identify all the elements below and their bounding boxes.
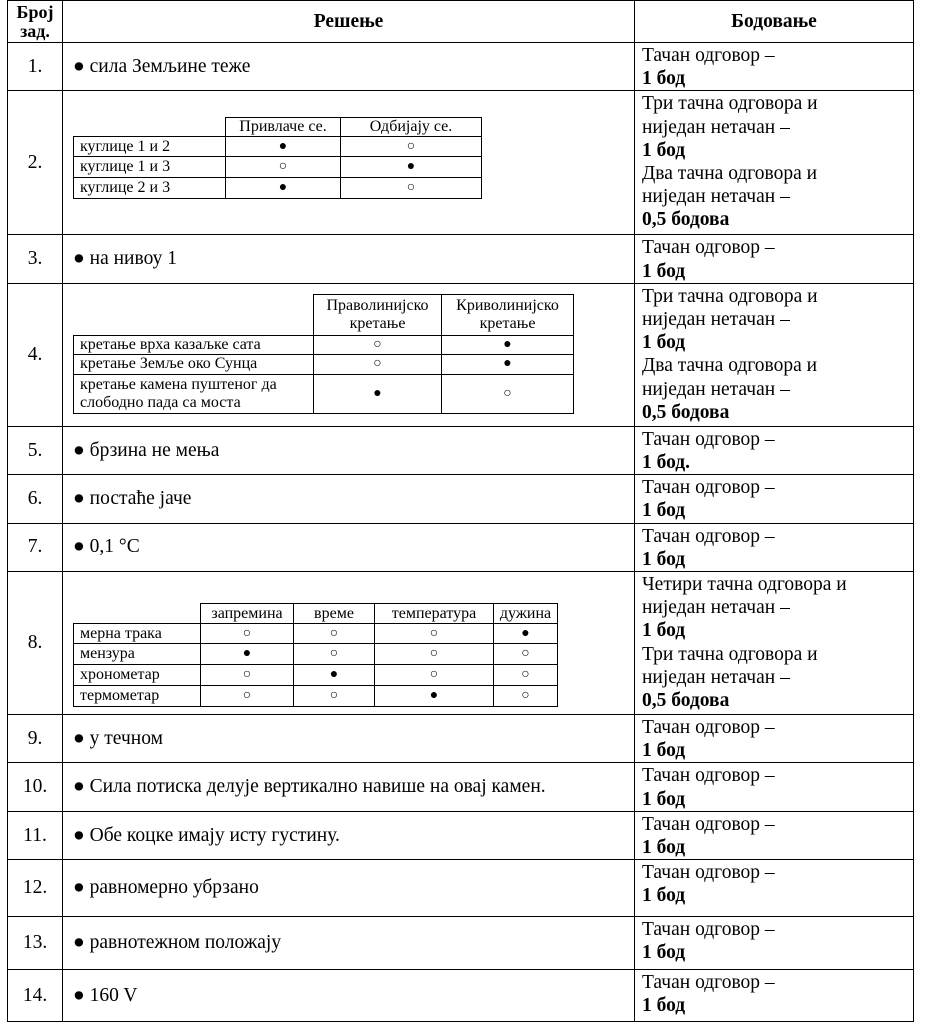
scoring — [635, 283, 914, 426]
answer-mark: ○ — [442, 374, 574, 413]
scoring — [635, 715, 914, 763]
answer-table-row-label: термометар — [74, 686, 201, 707]
scoring-points: 1 бод — [642, 500, 686, 522]
scoring — [635, 860, 914, 917]
answer: ● на нивоу 1 — [63, 235, 635, 283]
answer-table-row — [74, 157, 482, 178]
task-row — [8, 715, 914, 763]
answer-mark: ○ — [494, 665, 558, 686]
task-number: 9. — [8, 715, 63, 763]
task-number: 12. — [8, 860, 63, 917]
scoring-line: Два тачна одговора и — [642, 163, 818, 185]
scoring-table — [7, 0, 914, 1022]
answer: ● Обе коцке имају исту густину. — [63, 811, 635, 859]
scoring-line: Тачан одговор – — [642, 862, 775, 884]
answer-table-header-row — [74, 118, 482, 137]
scoring-line: Тачан одговор – — [642, 428, 775, 450]
scoring-line: Тачан одговор – — [642, 919, 775, 941]
header-solution: Решење — [63, 1, 635, 43]
answer: ● 160 V — [63, 970, 635, 1022]
answer-mark: ○ — [341, 137, 482, 157]
answer-table-column-header: Привлаче се. — [226, 118, 341, 137]
answer-table-row — [74, 665, 558, 686]
answer-mark: ○ — [226, 157, 341, 178]
scoring-points: 1 бод — [642, 885, 686, 907]
answer-mark: ○ — [494, 644, 558, 665]
answer-mark: ○ — [201, 686, 294, 707]
scoring — [635, 43, 914, 91]
answer-mark: ○ — [201, 624, 294, 644]
answer-table-row-label: кретање камена пуштеног да слободно пада са моста — [74, 374, 314, 413]
answer-mark: ○ — [375, 624, 494, 644]
answer-table-row — [74, 354, 574, 374]
scoring-line: Тачан одговор – — [642, 813, 775, 835]
scoring-points: 1 бод — [642, 260, 686, 282]
task-number: 14. — [8, 970, 63, 1022]
answer-table-corner — [74, 604, 201, 624]
answer-table — [73, 294, 574, 414]
answer-mark: ○ — [294, 624, 375, 644]
answer-mark: ● — [494, 624, 558, 644]
task-number: 11. — [8, 811, 63, 859]
answer-table-row — [74, 374, 574, 413]
task-row — [8, 91, 914, 235]
scoring-line: Тачан одговор – — [642, 972, 775, 994]
scoring-line: Тачан одговор – — [642, 717, 775, 739]
answer: ● равнотежном положају — [63, 917, 635, 970]
scoring-line: Тачан одговор – — [642, 477, 775, 499]
answer-mark: ● — [226, 178, 341, 199]
answer-mark: ● — [226, 137, 341, 157]
answer-table-row-label: куглице 2 и 3 — [74, 178, 226, 199]
header-scoring: Бодовање — [635, 1, 914, 43]
answer-mark: ○ — [201, 665, 294, 686]
answer-table-column-header: време — [294, 604, 375, 624]
scoring-points: 1 бод — [642, 740, 686, 762]
answer-table-row-label: куглице 1 и 3 — [74, 157, 226, 178]
scoring — [635, 523, 914, 571]
answer-table-row — [74, 335, 574, 354]
scoring — [635, 763, 914, 811]
answer: ● Сила потиска делује вертикално навише на овај камен. — [63, 763, 635, 811]
answer-table-column-header: запремина — [201, 604, 294, 624]
answer-mark: ● — [201, 644, 294, 665]
answer: ● брзина не мења — [63, 426, 635, 474]
task-number: 10. — [8, 763, 63, 811]
answer-table-row — [74, 624, 558, 644]
answer-table — [73, 117, 482, 199]
scoring-points: 1 бод — [642, 548, 686, 570]
scoring-points: 0,5 бодова — [642, 690, 730, 712]
task-row — [8, 811, 914, 859]
task-row — [8, 572, 914, 715]
scoring — [635, 811, 914, 859]
scoring-line: ниједан нетачан – — [642, 666, 790, 688]
scoring-points: 1 бод — [642, 788, 686, 810]
scoring-points: 1 бод — [642, 995, 686, 1017]
task-number: 3. — [8, 235, 63, 283]
answer-mark: ● — [341, 157, 482, 178]
header-task-number-line2: зад. — [20, 20, 50, 41]
scoring-line: ниједан нетачан – — [642, 116, 790, 138]
scoring-line: Тачан одговор – — [642, 45, 775, 66]
answer-table-corner — [74, 118, 226, 137]
scoring-line: Три тачна одговора и — [642, 285, 818, 307]
task-number: 1. — [8, 43, 63, 91]
answer-table-header-row — [74, 294, 574, 335]
task-row — [8, 970, 914, 1022]
answer-table-row — [74, 137, 482, 157]
scoring-line: ниједан нетачан – — [642, 597, 790, 619]
scoring-line: Четири тачна одговора и — [642, 574, 847, 596]
answer-table — [73, 603, 558, 707]
answer — [63, 91, 635, 235]
scoring-points: 0,5 бодова — [642, 401, 730, 423]
task-row — [8, 523, 914, 571]
answer-table-column-header: дужина — [494, 604, 558, 624]
scoring-line: Тачан одговор – — [642, 525, 775, 547]
scoring — [635, 970, 914, 1022]
answer-mark: ○ — [314, 335, 442, 354]
task-number: 4. — [8, 283, 63, 426]
answer: ● сила Земљине теже — [63, 43, 635, 91]
answer: ● 0,1 °C — [63, 523, 635, 571]
answer-mark: ● — [375, 686, 494, 707]
answer-table-row-label: мерна трака — [74, 624, 201, 644]
answer-mark: ○ — [494, 686, 558, 707]
scoring-points: 1 бод — [642, 332, 686, 354]
scoring-line: Три тачна одговора и — [642, 643, 818, 665]
answer-mark: ○ — [294, 686, 375, 707]
task-row — [8, 917, 914, 970]
answer-mark: ○ — [341, 178, 482, 199]
header-row — [8, 1, 914, 43]
scoring-points: 1 бод — [642, 620, 686, 642]
answer — [63, 283, 635, 426]
answer-table-row — [74, 644, 558, 665]
scoring-points: 1 бод. — [642, 452, 691, 474]
answer — [63, 572, 635, 715]
task-row — [8, 426, 914, 474]
task-row — [8, 283, 914, 426]
answer-table-row — [74, 178, 482, 199]
answer-mark: ○ — [294, 644, 375, 665]
task-row — [8, 43, 914, 91]
scoring-line: Тачан одговор – — [642, 237, 775, 259]
task-number: 2. — [8, 91, 63, 235]
answer-mark: ● — [442, 354, 574, 374]
scoring — [635, 426, 914, 474]
scoring — [635, 475, 914, 523]
answer-table-row-label: мензура — [74, 644, 201, 665]
answer: ● постаће јаче — [63, 475, 635, 523]
answer-table-column-header: Криволинијско кретање — [442, 294, 574, 335]
header-task-number-line1: Број — [16, 1, 54, 22]
answer-table-row-label: хронометар — [74, 665, 201, 686]
task-row — [8, 235, 914, 283]
scoring-points: 1 бод — [642, 942, 686, 964]
scoring — [635, 917, 914, 970]
task-number: 6. — [8, 475, 63, 523]
scoring — [635, 235, 914, 283]
scoring-line: ниједан нетачан – — [642, 186, 790, 208]
answer-mark: ○ — [375, 665, 494, 686]
scoring-line: ниједан нетачан – — [642, 378, 790, 400]
scoring-points: 1 бод — [642, 139, 686, 161]
task-number: 13. — [8, 917, 63, 970]
task-row — [8, 860, 914, 917]
task-row — [8, 475, 914, 523]
scoring-line: ниједан нетачан – — [642, 309, 790, 331]
task-number: 5. — [8, 426, 63, 474]
answer-mark: ● — [294, 665, 375, 686]
header-task-number — [8, 1, 63, 43]
answer-table-column-header: температура — [375, 604, 494, 624]
scoring-points: 1 бод — [642, 68, 686, 90]
answer-mark: ○ — [375, 644, 494, 665]
answer-table-row-label: кретање Земље око Сунца — [74, 354, 314, 374]
answer-table-column-header: Праволинијско кретање — [314, 294, 442, 335]
scoring-line: Три тачна одговора и — [642, 93, 818, 115]
scoring — [635, 572, 914, 715]
answer-table-column-header: Одбијају се. — [341, 118, 482, 137]
answer-mark: ○ — [314, 354, 442, 374]
answer-table-row-label: кретање врха казаљке сата — [74, 335, 314, 354]
scoring-points: 0,5 бодова — [642, 209, 730, 231]
scoring — [635, 91, 914, 235]
answer-table-corner — [74, 294, 314, 335]
scoring-points: 1 бод — [642, 837, 686, 859]
scoring-line: Два тачна одговора и — [642, 355, 818, 377]
answer-table-row-label: куглице 1 и 2 — [74, 137, 226, 157]
task-row — [8, 763, 914, 811]
answer-table-row — [74, 686, 558, 707]
answer: ● у течном — [63, 715, 635, 763]
task-number: 7. — [8, 523, 63, 571]
task-number: 8. — [8, 572, 63, 715]
answer-mark: ● — [442, 335, 574, 354]
scoring-line: Тачан одговор – — [642, 765, 775, 787]
answer: ● равномерно убрзано — [63, 860, 635, 917]
answer-table-header-row — [74, 604, 558, 624]
answer-mark: ● — [314, 374, 442, 413]
